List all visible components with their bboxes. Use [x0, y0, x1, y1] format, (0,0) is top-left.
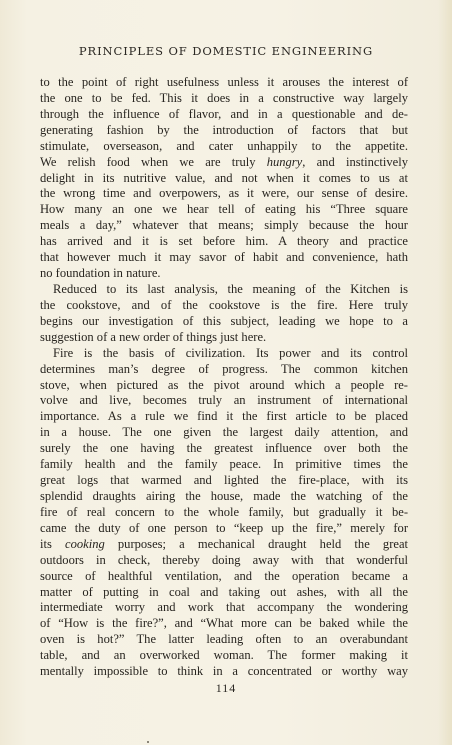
text-run: oven is hot?” The latter leading often to an overabundant [40, 632, 408, 647]
text-run: fire of real concern to the whole family, but gradually it be- [40, 504, 408, 519]
text-run: volve and live, becomes truly an instrument of international [40, 393, 408, 408]
paper-speck [147, 741, 149, 743]
text-run: stove, when pictured as the pivot around which a people re- [40, 377, 408, 392]
text-run: source of healthful ventilation, and the operation became a [40, 568, 408, 583]
italic-word: hungry [266, 154, 303, 169]
text-line [40, 218, 408, 234]
text-line [40, 171, 408, 187]
text-run: came the duty of one person to “keep up the fire,” merely for [40, 520, 408, 535]
text-run: has arrived and it is set before him. A theory and practice [40, 234, 408, 249]
text-line [40, 155, 408, 171]
text-line [40, 648, 408, 664]
text-run: of “How is the fire?”, and “What more can be baked while the [40, 616, 408, 631]
text-line [40, 585, 408, 601]
text-run: through the influence of flavor, and in a questionable and de- [40, 106, 408, 121]
text-run: purposes; a mechanical draught held the great [104, 536, 409, 551]
text-run: delight in its nutritive value, and not when it comes to us at [40, 170, 408, 185]
body-text [40, 75, 408, 680]
text-line [40, 632, 408, 648]
text-line [40, 186, 408, 202]
text-line [40, 425, 408, 441]
text-line [40, 537, 408, 553]
text-run: Fire is the basis of civilization. Its power and its control [53, 345, 408, 360]
text-line [40, 250, 408, 266]
text-line [40, 362, 408, 378]
text-run: meals a day,” whatever that means; simply because the hour [40, 218, 408, 233]
text-line [40, 569, 408, 585]
text-line [40, 282, 408, 298]
text-run: its [40, 536, 66, 551]
text-run: the wrong time and overpowers, as it were, our sense of desire. [40, 186, 408, 201]
text-run: mentally impossible to think in a concentrated or worthy way [40, 664, 408, 679]
text-run: determines man’s degree of progress. The common kitchen [40, 361, 408, 376]
text-run: surely the one having the greatest influence over both the [40, 441, 408, 456]
text-run: splendid draughts airing the house, made the watching of the [40, 488, 408, 503]
text-line [40, 505, 408, 521]
text-line [40, 521, 408, 537]
text-line [40, 616, 408, 632]
text-line [40, 202, 408, 218]
text-line [40, 107, 408, 123]
text-line [40, 393, 408, 409]
text-run: in a house. The one given the largest daily attention, and [40, 425, 408, 440]
page-edge [438, 0, 452, 745]
text-line [40, 600, 408, 616]
text-line [40, 553, 408, 569]
text-line [40, 489, 408, 505]
text-line [40, 378, 408, 394]
text-run: How many an one we hear tell of eating his “Three square [40, 202, 408, 217]
text-run: We relish food when we are truly [40, 154, 267, 169]
text-line [40, 346, 408, 362]
text-run: matter of putting in coal and taking out ashes, with all the [40, 584, 408, 599]
text-run: table, and an overworked woman. The former making it [40, 648, 408, 663]
text-line [40, 664, 408, 680]
text-run: , and instinctively [302, 154, 408, 169]
text-run: Reduced to its last analysis, the meaning of the Kitchen is [53, 281, 408, 296]
page-number: 114 [215, 681, 237, 695]
text-line [40, 123, 408, 139]
text-line [40, 75, 408, 91]
text-line [40, 139, 408, 155]
text-line [40, 441, 408, 457]
text-run: importance. As a rule we find it the first article to be placed [40, 409, 408, 424]
text-run: suggestion of a new order of things just here. [40, 329, 267, 344]
text-run: that however much it may savor of habit and convenience, hath [40, 250, 408, 265]
text-line [40, 473, 408, 489]
text-run: stimulate, overseason, and cater unhappily to the appetite. [40, 138, 408, 153]
text-run: the one to be fed. This it does in a constructive way largely [40, 90, 408, 105]
text-run: great logs that warmed and lighted the fire-place, with its [40, 473, 408, 488]
text-run: family health and the family peace. In primitive times the [40, 457, 408, 472]
text-run: begins our investigation of this subject, leading we hope to a [40, 313, 408, 328]
text-line [40, 457, 408, 473]
running-head: PRINCIPLES OF DOMESTIC ENGINEERING [78, 44, 374, 58]
italic-word: cooking [65, 536, 105, 551]
text-run: outdoors in check, thereby doing away with that wonderful [40, 552, 408, 567]
text-run: to the point of right usefulness unless it arouses the interest of [40, 75, 408, 89]
text-line [40, 234, 408, 250]
text-run: the cookstove, and of the cookstove is the fire. Here truly [40, 297, 408, 312]
text-line [40, 91, 408, 107]
text-line [40, 314, 408, 330]
text-line [40, 266, 408, 282]
text-run: intermediate worry and work that accompany the wondering [40, 600, 408, 615]
text-line [40, 409, 408, 425]
text-line [40, 330, 408, 346]
text-line [40, 298, 408, 314]
text-run: no foundation in nature. [40, 266, 161, 281]
text-run: generating fashion by the introduction of factors that but [40, 122, 408, 137]
